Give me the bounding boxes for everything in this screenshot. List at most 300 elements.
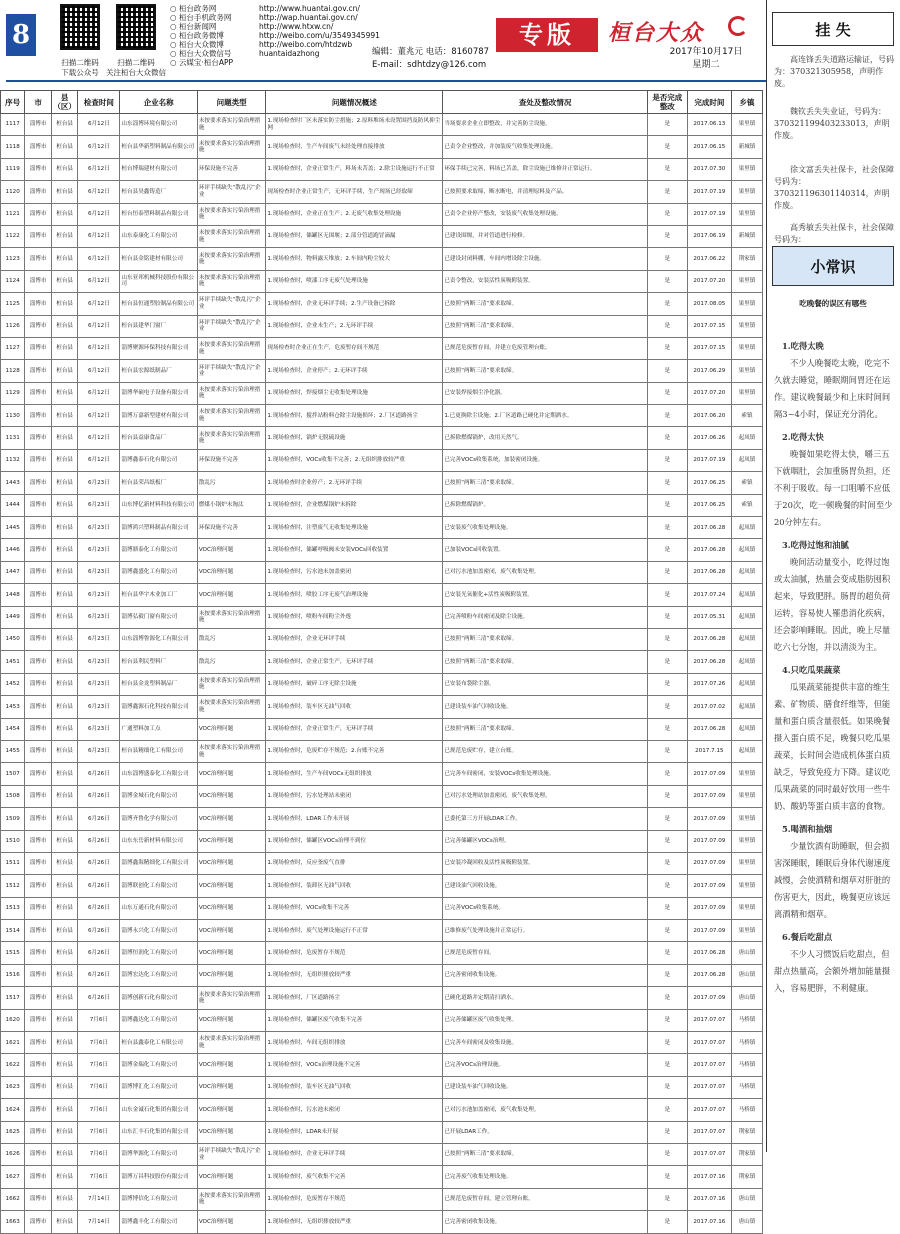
table-cell: 桓台县	[51, 203, 78, 225]
table-cell: 2017.07.16	[687, 1211, 731, 1233]
table-cell: 6月12日	[78, 337, 120, 359]
table-cell: 是	[647, 763, 687, 785]
table-cell: 未按要求落实污染治理措施	[197, 427, 266, 449]
table-row	[1, 315, 763, 337]
table-cell: 淄博鸿兴塑料制品有限公司	[120, 517, 197, 539]
table-cell: 淄博博汇化工有限公司	[120, 1076, 197, 1098]
table-cell: 已加装VOCs回收装置。	[443, 539, 648, 561]
table-cell: 桓台县	[51, 517, 78, 539]
table-cell: 起凤镇	[731, 561, 762, 583]
table-cell: 荆家镇	[731, 248, 762, 270]
table-cell: 1451	[1, 651, 25, 673]
table-cell: 2017.07.07	[687, 1054, 731, 1076]
table-cell: 桓台县	[51, 1211, 78, 1233]
table-cell: 马桥镇	[731, 1009, 762, 1031]
table-cell: 1508	[1, 785, 25, 807]
table-cell: 1.现场检查时，搅拌站粉料仓除尘设施损坏；2.厂区道路扬尘	[266, 405, 443, 427]
table-cell: 桓台县	[51, 158, 78, 180]
table-cell: 果里镇	[731, 875, 762, 897]
notice-title: 挂 失	[772, 12, 894, 46]
notice-item: 高连锋丢失道路运输证，号码为：370321305958，声明作废。	[774, 55, 894, 88]
table-cell: 6月23日	[78, 718, 120, 740]
table-cell: 已按照“两断三清”要求取缔。	[443, 360, 648, 382]
table-cell: 桓台博瑞建材有限公司	[120, 158, 197, 180]
tip-text: 瓜果蔬菜能提供丰富的维生素、矿物质、膳食纤维等，但能量和蛋白质含量很低。如果晚餐摄入蛋白质不足，晚餐只吃瓜果蔬菜，长时间会造成机体蛋白质缺乏，导致免疫力下降。建议吃瓜果蔬菜的同时最好饮用一些牛奶、酸奶等蛋白质丰富的食物。	[774, 682, 891, 811]
table-row	[1, 158, 763, 180]
table-cell: 淄博市	[25, 539, 52, 561]
table-cell: 马桥镇	[731, 1054, 762, 1076]
table-cell: VOC治理问题	[197, 1009, 266, 1031]
table-cell: 已完善VOCs收集系统，加装密闭设施。	[443, 449, 648, 471]
table-cell: 2017.06.25	[687, 494, 731, 516]
table-cell: 是	[647, 136, 687, 158]
table-cell: 桓台县精细化工有限公司	[120, 740, 197, 762]
table-cell: VOC治理问题	[197, 1121, 266, 1143]
tip-heading: 2.吃得太快	[782, 432, 824, 442]
table-cell: 淄博市	[25, 405, 52, 427]
qr-code-download	[60, 4, 100, 50]
table-cell: 桓台县	[51, 539, 78, 561]
table-cell: 现场检查时企业正常生产，无环评手续，生产现场已经取缔	[266, 181, 443, 203]
table-cell: 1447	[1, 561, 25, 583]
table-row	[1, 1121, 763, 1143]
table-cell: 7月6日	[78, 1143, 120, 1165]
table-cell: VOC治理问题	[197, 1054, 266, 1076]
table-cell: 1.现场检查时，企业无环评手续	[266, 1143, 443, 1165]
table-cell: 淄博市	[25, 785, 52, 807]
table-row	[1, 942, 763, 964]
table-cell: 桓台县	[51, 293, 78, 315]
table-cell: 桓台县	[51, 942, 78, 964]
table-cell: 淄博市	[25, 158, 52, 180]
table-cell: 是	[647, 696, 687, 718]
table-cell: 山东泰康化工有限公司	[120, 225, 197, 247]
table-cell: 桓台县华宇木业加工厂	[120, 584, 197, 606]
table-cell: 1120	[1, 181, 25, 203]
table-cell: 索镇	[731, 472, 762, 494]
column-divider	[766, 0, 767, 1152]
table-row	[1, 718, 763, 740]
table-cell: 淄博市	[25, 382, 52, 404]
table-cell: 桓台县	[51, 337, 78, 359]
table-cell: 桓台县金龙塑料制品厂	[120, 673, 197, 695]
table-cell: 6月26日	[78, 942, 120, 964]
table-cell: 淄博市	[25, 225, 52, 247]
table-cell: VOC治理问题	[197, 1076, 266, 1098]
table-cell: 2017.07.15	[687, 337, 731, 359]
table-cell: 1.现场检查时，企业正常生产，无环评手续	[266, 718, 443, 740]
table-cell: 1625	[1, 1121, 25, 1143]
qr-code-wechat	[116, 4, 156, 50]
table-cell: 山东淄博鲁源化工有限公司	[120, 628, 197, 650]
table-cell: 淄博市	[25, 561, 52, 583]
table-cell: 淄博市	[25, 337, 52, 359]
table-cell: 桓台县	[51, 315, 78, 337]
table-cell: 1132	[1, 449, 25, 471]
table-cell: 淄博市	[25, 964, 52, 986]
table-cell: VOC治理问题	[197, 920, 266, 942]
table-cell: 2017.07.09	[687, 875, 731, 897]
table-cell: 未按要求落实污染治理措施	[197, 696, 266, 718]
table-cell: 淄博市	[25, 1166, 52, 1188]
table-cell: 1454	[1, 718, 25, 740]
table-cell: 是	[647, 248, 687, 270]
page-header	[0, 0, 900, 80]
table-cell: 当场要求企业立即整改，并完善防尘设施。	[443, 114, 648, 136]
table-cell: 是	[647, 1211, 687, 1233]
table-cell: 是	[647, 1009, 687, 1031]
table-cell: 环保手续已完善，料场已苫盖，除尘设施已维修并正常运行。	[443, 158, 648, 180]
table-cell: 1453	[1, 696, 25, 718]
tip-text: 不少人晚餐吃太晚，吃完不久就去睡觉，睡眠期间胃还在运作。建议晚餐最少和上床时间间隔3~4小时，保证充分消化。	[774, 358, 891, 419]
table-cell: 桓台县宏源纸制品厂	[120, 360, 197, 382]
column-header: 序号	[1, 91, 25, 114]
table-cell: 淄博市	[25, 517, 52, 539]
table-cell: 6月12日	[78, 158, 120, 180]
table-cell: 新城镇	[731, 136, 762, 158]
table-cell: 6月26日	[78, 897, 120, 919]
table-cell: 淄博市	[25, 203, 52, 225]
table-cell: VOC治理问题	[197, 1166, 266, 1188]
table-row	[1, 964, 763, 986]
table-cell: 未按要求落实污染治理措施	[197, 248, 266, 270]
table-cell: 1.现场检查时，企业停产；2.无环评手续	[266, 360, 443, 382]
table-cell: VOC治理问题	[197, 1099, 266, 1121]
table-cell: 未按要求落实污染治理措施	[197, 740, 266, 762]
table-cell: 6月23日	[78, 628, 120, 650]
table-cell: 环评手续缺失“散乱污”企业	[197, 315, 266, 337]
table-cell: 淄博华源化工有限公司	[120, 1143, 197, 1165]
table-cell: 1.现场检查时，废气收集不完善	[266, 1166, 443, 1188]
table-cell: 淄博市	[25, 494, 52, 516]
table-cell: 2017.06.22	[687, 248, 731, 270]
table-cell: 6月12日	[78, 449, 120, 471]
table-cell: 1.现场检查时，企业无环评手续；2.生产设备已拆除	[266, 293, 443, 315]
table-cell: 淄博万昌科技股份有限公司	[120, 1166, 197, 1188]
link-row: ○ 桓台大众微信号 huantaidazhong	[170, 49, 320, 58]
table-cell: 已责令整改，安装活性炭吸附装置。	[443, 270, 648, 292]
table-cell: 6月12日	[78, 427, 120, 449]
table-cell: 桓台县	[51, 270, 78, 292]
table-cell: 山东淄博盛泰化工有限公司	[120, 763, 197, 785]
table-cell: 果里镇	[731, 114, 762, 136]
table-cell: 1.现场检查时，VOCs收集不完善	[266, 897, 443, 919]
link-row[interactable]: ○ 桓台大众微博 http://weibo.com/htdzwb	[170, 40, 353, 49]
table-cell: 桓台县	[51, 382, 78, 404]
table-cell: 是	[647, 875, 687, 897]
table-cell: 1122	[1, 225, 25, 247]
table-cell: 1.现场检查时，喷漆工序无废气处理设施	[266, 270, 443, 292]
table-cell: 淄博市	[25, 1054, 52, 1076]
link-row[interactable]: ○ 桓台政务微博 http://weibo.com/u/3549345991	[170, 31, 380, 40]
table-cell: 淄博市	[25, 763, 52, 785]
table-cell: 起凤镇	[731, 449, 762, 471]
tip-text: 晚间活动量变小，吃得过饱或太油腻，热量会变成脂肪囤积起来，导致肥胖。肠胃的超负荷运转，容易使人罹患消化疾病，还会影响睡眠。因此，晚上尽量吃六七分饱，并以清淡为主。	[774, 557, 891, 652]
table-cell: 1.现场检查时，焊接烟尘无收集处理设施	[266, 382, 443, 404]
table-cell: 已安装废气收集处理设施。	[443, 517, 648, 539]
table-cell: 是	[647, 830, 687, 852]
table-cell: 1512	[1, 875, 25, 897]
table-cell: 7月14日	[78, 1211, 120, 1233]
tip-text: 不少人习惯饭后吃甜点，但甜点热量高，会额外增加能量摄入，容易肥胖，不利健康。	[774, 949, 891, 993]
table-cell: 6月12日	[78, 181, 120, 203]
table-cell: 6月12日	[78, 248, 120, 270]
table-cell: 淄博市	[25, 808, 52, 830]
table-cell: 6月23日	[78, 539, 120, 561]
table-cell: 1119	[1, 158, 25, 180]
column-header: 企业名称	[120, 91, 197, 114]
table-cell: 果里镇	[731, 785, 762, 807]
link-row[interactable]: ○ 桓台政务网 http://www.huantai.gov.cn/	[170, 4, 360, 13]
table-cell: 是	[647, 315, 687, 337]
table-cell: 6月23日	[78, 651, 120, 673]
table-row	[1, 561, 763, 583]
table-cell: 果里镇	[731, 920, 762, 942]
table-cell: 1.现场检查时，危废暂存不规范	[266, 942, 443, 964]
table-cell: 2017.06.28	[687, 651, 731, 673]
table-cell: 果里镇	[731, 270, 762, 292]
table-cell: 桓台县	[51, 628, 78, 650]
table-cell: 淄博市	[25, 987, 52, 1009]
table-cell: VOC治理问题	[197, 584, 266, 606]
table-cell: 淄博联创化工有限公司	[120, 875, 197, 897]
table-cell: 7月6日	[78, 1166, 120, 1188]
table-cell: 1620	[1, 1009, 25, 1031]
table-cell: 2017.07.09	[687, 987, 731, 1009]
table-cell: 6月12日	[78, 293, 120, 315]
table-cell: 索镇	[731, 405, 762, 427]
table-cell: 1.现场检查时，储罐区VOCs治理不到位	[266, 830, 443, 852]
table-cell: 桓台县	[51, 987, 78, 1009]
table-cell: 1.现场检查时，LDAR未开展	[266, 1121, 443, 1143]
table-cell: 已完善车间密闭及收集设施。	[443, 1032, 648, 1054]
table-cell: 淄博市	[25, 1121, 52, 1143]
table-row	[1, 136, 763, 158]
table-cell: 未按要求落实污染治理措施	[197, 225, 266, 247]
table-cell: 桓台县	[51, 405, 78, 427]
table-row	[1, 203, 763, 225]
table-cell: 淄博华硕电子设备有限公司	[120, 382, 197, 404]
table-cell: 1.现场检查时，车间无组织排放	[266, 1032, 443, 1054]
table-row	[1, 1211, 763, 1233]
table-cell: 淄博市	[25, 1188, 52, 1210]
table-cell: VOC治理问题	[197, 539, 266, 561]
table-cell: 1.现场检查时，危废暂存不规范	[266, 1188, 443, 1210]
table-cell: 1125	[1, 293, 25, 315]
table-cell: 已按照“两断三清”要求取缔。	[443, 628, 648, 650]
table-cell: 已按照“两断三清”要求取缔。	[443, 651, 648, 673]
tip-heading: 4.只吃瓜果蔬菜	[782, 665, 841, 675]
table-cell: 起凤镇	[731, 718, 762, 740]
table-cell: 1517	[1, 987, 25, 1009]
table-cell: 已责令企业停产整改，安装废气收集处理设施。	[443, 203, 648, 225]
tip-text: 晚餐如果吃得太快，嚼三五下就咽肚，会加重肠胃负担，还不利于吸收。每一口咀嚼不应低于20次，吃一顿晚餐的时间至少20分钟左右。	[774, 449, 893, 527]
table-cell: 2017.05.31	[687, 606, 731, 628]
table-cell: 果里镇	[731, 808, 762, 830]
table-cell: 已按照“两断三清”要求取缔。	[443, 293, 648, 315]
table-row	[1, 897, 763, 919]
table-cell: 是	[647, 673, 687, 695]
table-cell: 1.现场检查时，装卸区无油气回收	[266, 875, 443, 897]
tip-heading: 3.吃得过饱和油腻	[782, 540, 849, 550]
table-cell: 1.现场检查时，无组织排放较严重	[266, 964, 443, 986]
table-cell: 2017.07.24	[687, 584, 731, 606]
table-cell: 果里镇	[731, 382, 762, 404]
table-body	[1, 114, 763, 1234]
table-row	[1, 673, 763, 695]
inspection-table	[0, 90, 763, 1234]
table-cell: 果里镇	[731, 158, 762, 180]
table-cell: 淄博市	[25, 673, 52, 695]
table-cell: 桓台县恒通塑胶制品有限公司	[120, 293, 197, 315]
table-cell: 2017.07.15	[687, 315, 731, 337]
tip-heading: 6.餐后吃甜点	[782, 932, 833, 942]
table-cell: VOC治理问题	[197, 1211, 266, 1233]
editor-info: 编辑：董兆元 电话：8160787 E-mail：sdhtdzy@126.com	[372, 47, 490, 70]
table-cell: VOC治理问题	[197, 785, 266, 807]
table-cell: 6月12日	[78, 136, 120, 158]
table-cell: 果里镇	[731, 181, 762, 203]
table-cell: 桓台县	[51, 181, 78, 203]
table-cell: 2017.07.09	[687, 920, 731, 942]
column-header: 乡镇	[731, 91, 762, 114]
table-cell: 1.现场检查时，装车区无油气回收	[266, 1076, 443, 1098]
table-row	[1, 740, 763, 762]
table-cell: 已规范危废贮存，建立台账。	[443, 740, 648, 762]
table-cell: 2017.07.07	[687, 1032, 731, 1054]
table-row	[1, 1166, 763, 1188]
table-cell: 桓台县	[51, 852, 78, 874]
table-cell: 2017.07.07	[687, 1076, 731, 1098]
table-cell: 桓台县	[51, 1166, 78, 1188]
table-cell: 桓台县	[51, 472, 78, 494]
table-cell: 1622	[1, 1054, 25, 1076]
table-cell: 桓台县	[51, 360, 78, 382]
table-cell: VOC治理问题	[197, 852, 266, 874]
table-cell: 桓台县	[51, 1188, 78, 1210]
table-cell: 已按照“两断三清”要求取缔。	[443, 472, 648, 494]
table-cell: 1.现场检查时，废气处理设施运行不正常	[266, 920, 443, 942]
table-cell: 6月12日	[78, 114, 120, 136]
table-cell: 山东亚邦机械科技股份有限公司	[120, 270, 197, 292]
table-cell: 桓台县金铭建材有限公司	[120, 248, 197, 270]
table-cell: 未按要求落实污染治理措施	[197, 987, 266, 1009]
table-cell: 是	[647, 1054, 687, 1076]
table-cell: 2017.07.07	[687, 1121, 731, 1143]
table-cell: 淄博弘毅门窗有限公司	[120, 606, 197, 628]
table-cell: 已完善喷粉车间密闭及除尘设施。	[443, 606, 648, 628]
table-cell: VOC治理问题	[197, 964, 266, 986]
table-cell: 1.现场检查时厂区未落实防尘措施；2.原料堆场未设置围挡及防风抑尘网	[266, 114, 443, 136]
table-cell: 1627	[1, 1166, 25, 1188]
table-cell: 淄博市	[25, 248, 52, 270]
table-cell: 是	[647, 964, 687, 986]
table-cell: 淄博宏达化工有限公司	[120, 964, 197, 986]
table-cell: 是	[647, 942, 687, 964]
table-cell: 起凤镇	[731, 696, 762, 718]
table-cell: 是	[647, 920, 687, 942]
table-cell: 1.现场检查时，喷粉车间粉尘外逸	[266, 606, 443, 628]
table-cell: 散乱污	[197, 628, 266, 650]
table-cell: 果里镇	[731, 897, 762, 919]
table-cell: 2017.06.28	[687, 539, 731, 561]
table-cell: 环保设施不完善	[197, 158, 266, 180]
table-cell: 已安装冷凝回收及活性炭吸附装置。	[443, 852, 648, 874]
tips-body	[774, 332, 894, 997]
table-row	[1, 1143, 763, 1165]
table-cell: 6月26日	[78, 830, 120, 852]
table-cell: 已完善废气收集处理设施。	[443, 1166, 648, 1188]
table-cell: 淄博市	[25, 449, 52, 471]
table-cell: 2017.07.19	[687, 449, 731, 471]
table-row	[1, 1032, 763, 1054]
table-cell: 淄博市	[25, 740, 52, 762]
table-row	[1, 539, 763, 561]
table-cell: 6月23日	[78, 606, 120, 628]
table-cell: 唐山镇	[731, 942, 762, 964]
table-cell: VOC治理问题	[197, 830, 266, 852]
table-cell: 1455	[1, 740, 25, 762]
table-cell: 已完善VOCs治理设施。	[443, 1054, 648, 1076]
table-cell: 是	[647, 270, 687, 292]
table-cell: 淄博鼎泰化工有限公司	[120, 539, 197, 561]
table-cell: 1.现场检查时，储罐呼吸阀未安装VOCs回收装置	[266, 539, 443, 561]
table-cell: 未按要求落实污染治理措施	[197, 136, 266, 158]
table-row	[1, 606, 763, 628]
table-cell: 已硬化道路并定期清扫洒水。	[443, 987, 648, 1009]
table-cell: 2017.07.20	[687, 270, 731, 292]
table-cell: 荆家镇	[731, 1166, 762, 1188]
table-cell: 淄博市	[25, 651, 52, 673]
table-cell: VOC治理问题	[197, 897, 266, 919]
table-cell: 桓台县	[51, 1032, 78, 1054]
table-cell: 已按照要求取缔，断水断电，并清理原料及产品。	[443, 181, 648, 203]
table-header-row	[1, 91, 763, 114]
table-cell: 已建设围堰，并对管道进行检修。	[443, 225, 648, 247]
qr-caption-1: 扫描二维码 下载公众号	[61, 58, 99, 77]
table-cell: 现场检查时企业正在生产，危废暂存间不规范	[266, 337, 443, 359]
table-cell: 桓台县	[51, 561, 78, 583]
table-cell: 是	[647, 1032, 687, 1054]
table-cell: 是	[647, 1143, 687, 1165]
table-row	[1, 1009, 763, 1031]
link-row[interactable]: ○ 桓台新闻网 http://www.htxw.cn/	[170, 22, 334, 31]
column-header: 完成时间	[687, 91, 731, 114]
table-cell: 桓台县	[51, 114, 78, 136]
table-cell: 是	[647, 897, 687, 919]
table-cell: 2017.07.16	[687, 1188, 731, 1210]
table-cell: 2017.06.20	[687, 405, 731, 427]
link-row[interactable]: ○ 桓台手机政务网 http://wap.huantai.gov.cn/	[170, 13, 358, 22]
paper-name: 桓台大众	[608, 20, 705, 46]
table-cell: VOC治理问题	[197, 875, 266, 897]
table-cell: 索镇	[731, 494, 762, 516]
tips-subtitle: 吃晚餐的误区有哪些	[799, 299, 867, 308]
table-cell: 是	[647, 584, 687, 606]
table-cell: 1128	[1, 360, 25, 382]
table-cell: 已按照“两断三清”要求取缔。	[443, 1143, 648, 1165]
table-cell: 起凤镇	[731, 427, 762, 449]
table-cell: 是	[647, 1076, 687, 1098]
table-cell: 1452	[1, 673, 25, 695]
table-cell: 2017.06.28	[687, 628, 731, 650]
table-cell: 环评手续缺失“散乱污”企业	[197, 181, 266, 203]
table-cell: 淄博创新石化有限公司	[120, 987, 197, 1009]
table-cell: 是	[647, 427, 687, 449]
table-row	[1, 785, 763, 807]
tip-text: 少量饮酒有助睡眠，但会损害深睡眠，睡眠后身体代谢速度减慢，会使酒精和烟草对肝脏的伤害更大，因此，晚餐更应该远离酒精和烟草。	[774, 841, 891, 919]
table-cell: 1.现场检查时，喷胶工序无废气治理设施	[266, 584, 443, 606]
